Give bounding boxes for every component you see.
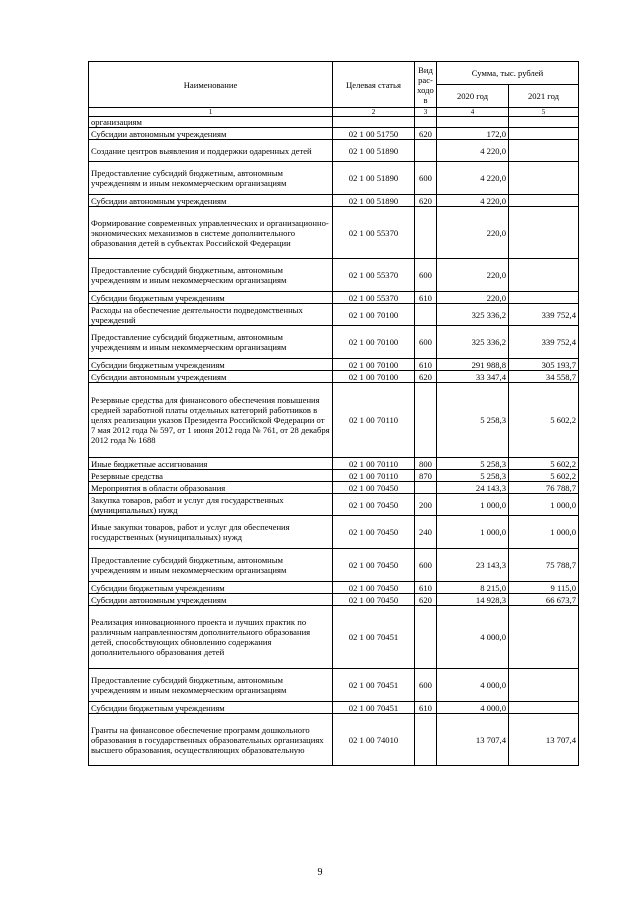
row-sum-2021-cell: 34 558,7 [509, 371, 579, 383]
row-target-article-cell: 02 1 00 70450 [333, 549, 415, 582]
row-sum-2020-cell: 291 988,8 [437, 359, 509, 371]
row-sum-2020-cell: 4 000,0 [437, 702, 509, 714]
row-name-cell: Расходы на обеспечение деятельности подведомственных учреждений [89, 304, 333, 326]
row-sum-2021-cell: 339 752,4 [509, 326, 579, 359]
table-row [89, 128, 579, 140]
row-sum-2020-cell: 4 220,0 [437, 162, 509, 195]
row-target-article-cell: 02 1 00 70450 [333, 594, 415, 606]
row-sum-2021-cell [509, 117, 579, 128]
row-name-cell: Предоставление субсидий бюджетным, автономным учреждениям и иным некоммерческим организациям [89, 162, 333, 195]
row-name-cell: Формирование современных управленческих и организационно-экономических механизмов в системе дополнительного образования детей в субъектах Российской Федерации [89, 207, 333, 259]
row-name-cell: Предоставление субсидий бюджетным, автономным учреждениям и иным некоммерческим организациям [89, 326, 333, 359]
row-name-cell: Предоставление субсидий бюджетным, автономным учреждениям и иным некоммерческим организациям [89, 259, 333, 292]
table-row [89, 482, 579, 494]
table-row [89, 195, 579, 207]
table-row [89, 702, 579, 714]
row-sum-2020-cell: 220,0 [437, 207, 509, 259]
row-sum-2021-cell [509, 162, 579, 195]
row-target-article-cell: 02 1 00 70450 [333, 582, 415, 594]
row-expense-kind-cell: 600 [415, 259, 437, 292]
row-expense-kind-cell [415, 207, 437, 259]
table-row [89, 582, 579, 594]
row-sum-2020-cell: 1 000,0 [437, 494, 509, 516]
row-name-cell: Субсидии бюджетным учреждениям [89, 292, 333, 304]
row-sum-2020-cell: 220,0 [437, 292, 509, 304]
row-sum-2021-cell: 5 602,2 [509, 383, 579, 458]
row-name-cell: Реализация инновационного проекта и лучших практик по различным направленностям дополнительного образования детей, способствующих обновлению содержания дополнительного образования детей [89, 606, 333, 669]
row-sum-2021-cell [509, 140, 579, 162]
row-sum-2021-cell: 75 788,7 [509, 549, 579, 582]
table-row [89, 470, 579, 482]
row-sum-2021-cell: 66 673,7 [509, 594, 579, 606]
table-row [89, 516, 579, 549]
row-target-article-cell: 02 1 00 70110 [333, 383, 415, 458]
header-year-2021: 2021 год [509, 85, 579, 108]
row-expense-kind-cell: 240 [415, 516, 437, 549]
row-sum-2021-cell: 13 707,4 [509, 714, 579, 766]
row-expense-kind-cell: 620 [415, 195, 437, 207]
row-expense-kind-cell: 610 [415, 359, 437, 371]
row-sum-2020-cell: 5 258,3 [437, 470, 509, 482]
table-row [89, 207, 579, 259]
row-target-article-cell: 02 1 00 51750 [333, 128, 415, 140]
column-number-2: 2 [333, 108, 415, 117]
row-sum-2021-cell [509, 702, 579, 714]
row-target-article-cell: 02 1 00 70110 [333, 458, 415, 470]
row-expense-kind-cell: 200 [415, 494, 437, 516]
table-row [89, 292, 579, 304]
row-sum-2021-cell: 5 602,2 [509, 470, 579, 482]
row-expense-kind-cell: 600 [415, 326, 437, 359]
row-sum-2020-cell: 5 258,3 [437, 383, 509, 458]
row-name-cell: Субсидии автономным учреждениям [89, 594, 333, 606]
row-sum-2021-cell [509, 669, 579, 702]
row-expense-kind-cell [415, 383, 437, 458]
row-name-cell: Резервные средства [89, 470, 333, 482]
table-body [89, 117, 579, 766]
row-sum-2021-cell: 5 602,2 [509, 458, 579, 470]
row-target-article-cell: 02 1 00 55370 [333, 207, 415, 259]
row-sum-2020-cell: 5 258,3 [437, 458, 509, 470]
column-number-1: 1 [89, 108, 333, 117]
row-expense-kind-cell [415, 482, 437, 494]
header-name: Наименование [89, 62, 333, 108]
row-sum-2020-cell: 325 336,2 [437, 304, 509, 326]
row-expense-kind-cell [415, 606, 437, 669]
row-name-cell: организациям [89, 117, 333, 128]
row-name-cell: Субсидии автономным учреждениям [89, 195, 333, 207]
budget-table [88, 61, 579, 766]
row-name-cell: Предоставление субсидий бюджетным, автономным учреждениям и иным некоммерческим организациям [89, 549, 333, 582]
table-row [89, 669, 579, 702]
row-name-cell: Иные бюджетные ассигнования [89, 458, 333, 470]
row-target-article-cell: 02 1 00 55370 [333, 259, 415, 292]
table-row [89, 371, 579, 383]
row-sum-2020-cell: 4 220,0 [437, 195, 509, 207]
table-row [89, 117, 579, 128]
row-name-cell: Гранты на финансовое обеспечение программ дошкольного образования в государственных образовательных организациях высшего образования, осуществляющих образовательную [89, 714, 333, 766]
row-target-article-cell: 02 1 00 70450 [333, 482, 415, 494]
row-expense-kind-cell: 610 [415, 582, 437, 594]
column-number-4: 4 [437, 108, 509, 117]
row-target-article-cell: 02 1 00 70450 [333, 516, 415, 549]
table-row [89, 326, 579, 359]
row-target-article-cell: 02 1 00 51890 [333, 140, 415, 162]
column-number-3: 3 [415, 108, 437, 117]
row-expense-kind-cell: 600 [415, 162, 437, 195]
row-expense-kind-cell [415, 304, 437, 326]
header-expense-kind: Вид рас-ходов [415, 62, 437, 108]
row-sum-2021-cell [509, 195, 579, 207]
row-target-article-cell: 02 1 00 51890 [333, 195, 415, 207]
row-expense-kind-cell: 610 [415, 702, 437, 714]
table-row [89, 458, 579, 470]
row-target-article-cell: 02 1 00 70100 [333, 371, 415, 383]
row-expense-kind-cell: 800 [415, 458, 437, 470]
row-sum-2021-cell: 305 193,7 [509, 359, 579, 371]
table-row [89, 594, 579, 606]
row-name-cell: Субсидии бюджетным учреждениям [89, 582, 333, 594]
row-target-article-cell: 02 1 00 70450 [333, 494, 415, 516]
row-sum-2021-cell [509, 606, 579, 669]
row-target-article-cell: 02 1 00 70100 [333, 359, 415, 371]
row-name-cell: Субсидии бюджетным учреждениям [89, 702, 333, 714]
table-row [89, 549, 579, 582]
row-sum-2021-cell: 1 000,0 [509, 516, 579, 549]
row-sum-2020-cell: 1 000,0 [437, 516, 509, 549]
row-sum-2020-cell: 4 000,0 [437, 669, 509, 702]
row-target-article-cell: 02 1 00 70451 [333, 702, 415, 714]
row-sum-2021-cell: 9 115,0 [509, 582, 579, 594]
row-sum-2021-cell [509, 259, 579, 292]
row-expense-kind-cell: 870 [415, 470, 437, 482]
row-sum-2020-cell: 4 220,0 [437, 140, 509, 162]
table-row [89, 259, 579, 292]
row-name-cell: Субсидии автономным учреждениям [89, 371, 333, 383]
row-name-cell: Закупка товаров, работ и услуг для государственных (муниципальных) нужд [89, 494, 333, 516]
row-target-article-cell: 02 1 00 74010 [333, 714, 415, 766]
header-year-2020: 2020 год [437, 85, 509, 108]
row-sum-2021-cell [509, 128, 579, 140]
table-row [89, 714, 579, 766]
table-row [89, 140, 579, 162]
table-row [89, 606, 579, 669]
row-target-article-cell: 02 1 00 51890 [333, 162, 415, 195]
row-sum-2020-cell: 172,0 [437, 128, 509, 140]
row-sum-2020-cell: 13 707,4 [437, 714, 509, 766]
row-expense-kind-cell: 600 [415, 669, 437, 702]
row-target-article-cell: 02 1 00 70110 [333, 470, 415, 482]
table-row [89, 162, 579, 195]
row-target-article-cell: 02 1 00 55370 [333, 292, 415, 304]
header-sum: Сумма, тыс. рублей [437, 62, 579, 85]
row-sum-2020-cell: 24 143,3 [437, 482, 509, 494]
row-target-article-cell: 02 1 00 70100 [333, 326, 415, 359]
row-target-article-cell: 02 1 00 70451 [333, 669, 415, 702]
table-row [89, 383, 579, 458]
table-row [89, 359, 579, 371]
row-sum-2020-cell: 14 928,3 [437, 594, 509, 606]
row-expense-kind-cell [415, 714, 437, 766]
row-expense-kind-cell: 600 [415, 549, 437, 582]
row-name-cell: Создание центров выявления и поддержки одаренных детей [89, 140, 333, 162]
row-sum-2020-cell: 23 143,3 [437, 549, 509, 582]
row-target-article-cell: 02 1 00 70451 [333, 606, 415, 669]
row-name-cell: Мероприятия в области образования [89, 482, 333, 494]
row-sum-2020-cell: 33 347,4 [437, 371, 509, 383]
row-sum-2020-cell: 325 336,2 [437, 326, 509, 359]
row-target-article-cell: 02 1 00 70100 [333, 304, 415, 326]
table-row [89, 304, 579, 326]
row-target-article-cell [333, 117, 415, 128]
table-row [89, 494, 579, 516]
row-sum-2020-cell [437, 117, 509, 128]
row-expense-kind-cell: 610 [415, 292, 437, 304]
row-expense-kind-cell: 620 [415, 371, 437, 383]
row-name-cell: Предоставление субсидий бюджетным, автономным учреждениям и иным некоммерческим организациям [89, 669, 333, 702]
row-expense-kind-cell [415, 117, 437, 128]
row-sum-2020-cell: 220,0 [437, 259, 509, 292]
row-sum-2021-cell: 76 788,7 [509, 482, 579, 494]
row-expense-kind-cell: 620 [415, 594, 437, 606]
header-target-article: Целевая статья [333, 62, 415, 108]
row-sum-2021-cell: 339 752,4 [509, 304, 579, 326]
row-sum-2021-cell [509, 292, 579, 304]
row-expense-kind-cell: 620 [415, 128, 437, 140]
page-number: 9 [317, 867, 323, 878]
row-name-cell: Субсидии автономным учреждениям [89, 128, 333, 140]
row-sum-2020-cell: 4 000,0 [437, 606, 509, 669]
row-sum-2020-cell: 8 215,0 [437, 582, 509, 594]
row-name-cell: Резервные средства для финансового обеспечения повышения средней заработной платы отдельных категорий работников в целях реализации указов Президента Российской Федерации от 7 мая 2012 года № 597, от 1 июня 2012 года № 761, от 28 декабря 2012 года № 1688 [89, 383, 333, 458]
row-sum-2021-cell [509, 207, 579, 259]
row-expense-kind-cell [415, 140, 437, 162]
column-number-5: 5 [509, 108, 579, 117]
row-name-cell: Иные закупки товаров, работ и услуг для обеспечения государственных (муниципальных) нужд [89, 516, 333, 549]
row-sum-2021-cell: 1 000,0 [509, 494, 579, 516]
row-name-cell: Субсидии бюджетным учреждениям [89, 359, 333, 371]
